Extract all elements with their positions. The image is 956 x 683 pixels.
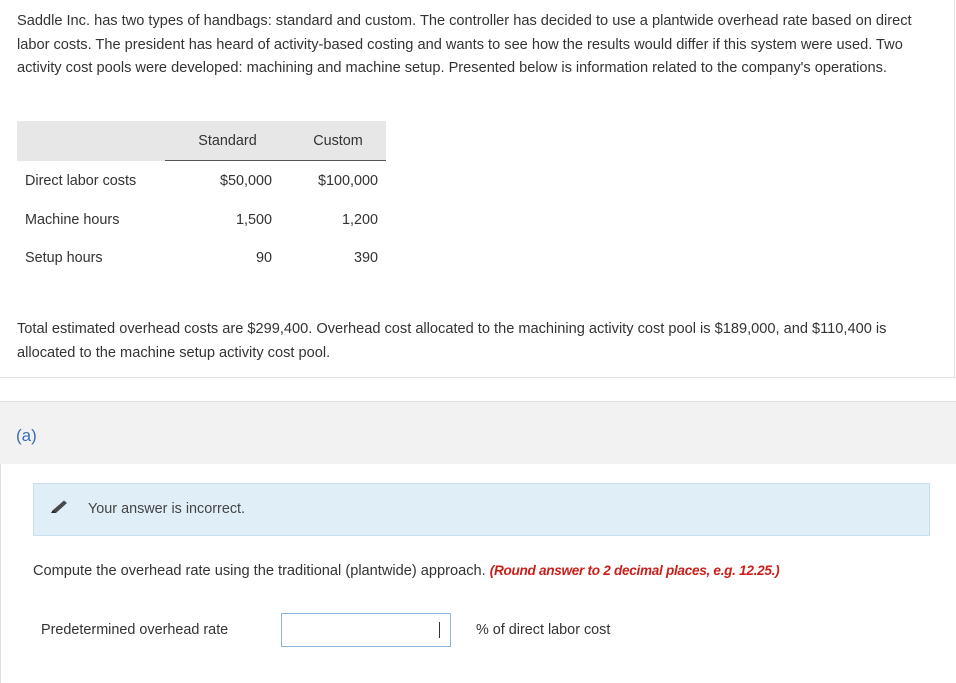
feedback-banner xyxy=(33,483,930,536)
part-a-section xyxy=(0,401,956,683)
unit-label: % of direct labor cost xyxy=(476,622,611,638)
table-row xyxy=(17,201,386,239)
pencil-icon xyxy=(49,500,69,514)
part-header xyxy=(0,402,956,464)
question-prompt: Compute the overhead rate using the traditional (plantwide) approach. xyxy=(33,563,486,579)
feedback-text: Your answer is incorrect. xyxy=(88,501,246,517)
table-header-standard: Standard xyxy=(165,121,280,161)
problem-intro: Saddle Inc. has two types of handbags: standard and custom. The controller has decided to use a plantwide overhead rate based on direct labor costs. The president has heard of activity-based costing and wants to see how the results would differ if this system were used. Two activity cost pools were developed: machining and machine setup. Presented below is information related to the company's operations. xyxy=(17,13,912,76)
question-text xyxy=(33,563,779,579)
part-body xyxy=(0,464,956,683)
cost-data-table xyxy=(17,121,386,277)
table-header-blank xyxy=(17,121,165,161)
rounding-hint: (Round answer to 2 decimal places, e.g. 12.25.) xyxy=(489,563,780,578)
standard-value: $50,000 xyxy=(219,173,272,189)
table-header-custom: Custom xyxy=(280,121,386,161)
custom-value: 390 xyxy=(353,250,378,266)
part-label: (a) xyxy=(16,426,37,445)
row-label: Setup hours xyxy=(25,250,103,266)
table-row xyxy=(17,161,386,202)
custom-value: 1,200 xyxy=(341,212,378,228)
standard-value: 90 xyxy=(255,250,272,266)
answer-label: Predetermined overhead rate xyxy=(41,622,229,638)
text-caret xyxy=(439,622,440,638)
problem-summary: Total estimated overhead costs are $299,400. Overhead cost allocated to the machining activity cost pool is $189,000, and $110,400 is allocated to the machine setup activity cost pool. xyxy=(17,321,887,361)
standard-value: 1,500 xyxy=(235,212,272,228)
custom-value: $100,000 xyxy=(317,173,378,189)
overhead-rate-input[interactable] xyxy=(281,613,451,647)
table-row xyxy=(17,239,386,277)
table-header-row xyxy=(17,121,386,161)
row-label: Machine hours xyxy=(25,212,120,228)
row-label: Direct labor costs xyxy=(25,172,137,189)
